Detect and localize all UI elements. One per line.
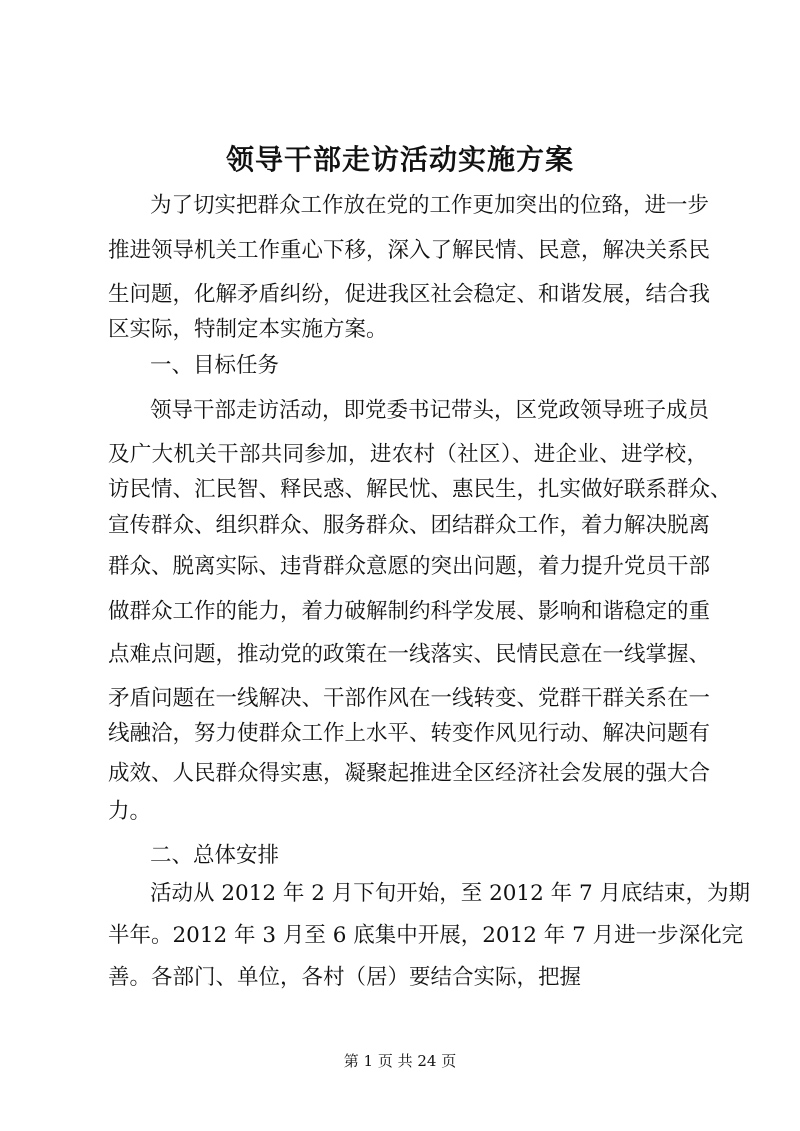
body-line: 善。各部门、单位，各村（居）要结合实际，把握 [108, 965, 582, 990]
body-line: 生问题，化解矛盾纠纷，促进我区社会稳定、和谐发展，结合我 [108, 282, 711, 307]
document-title: 领导干部走访活动实施方案 [225, 143, 574, 176]
body-line: 活动从 2012 年 2 月下旬开始，至 2012 年 7 月底结束，为期 [150, 881, 750, 906]
body-line: 区实际，特制定本实施方案。 [108, 317, 388, 342]
body-line: 线融洽，努力使群众工作上水平、转变作风见行动、解决问题有 [108, 721, 711, 746]
page-number: 第 1 页 共 24 页 [343, 1052, 457, 1070]
section-heading: 一、目标任务 [150, 353, 280, 378]
body-line: 访民情、汇民智、释民惑、解民忧、惠民生，扎实做好联系群众、 [108, 477, 732, 502]
body-line: 及广大机关干部共同参加，进农村（社区）、进企业、进学校， [108, 442, 708, 467]
body-line: 群众、脱离实际、违背群众意愿的突出问题，着力提升党员干部 [108, 554, 711, 579]
body-line: 宣传群众、组织群众、服务群众、团结群众工作，着力解决脱离 [108, 513, 711, 538]
body-line: 推进领导机关工作重心下移，深入了解民情、民意，解决关系民 [108, 238, 711, 263]
body-line: 点难点问题，推动党的政策在一线落实、民情民意在一线掌握、 [108, 642, 711, 667]
body-line: 做群众工作的能力，着力破解制约科学发展、影响和谐稳定的重 [108, 599, 711, 624]
body-line: 半年。2012 年 3 月至 6 底集中开展，2012 年 7 月进一步深化完 [108, 923, 744, 948]
section-heading: 二、总体安排 [150, 843, 280, 868]
body-line: 力。 [108, 799, 152, 824]
body-line: 为了切实把群众工作放在党的工作更加突出的位臵，进一步 [150, 193, 710, 218]
body-line: 成效、人民群众得实惠，凝聚起推进全区经济社会发展的强大合 [108, 761, 711, 786]
body-line: 领导干部走访活动，即党委书记带头，区党政领导班子成员 [150, 398, 710, 423]
body-line: 矛盾问题在一线解决、干部作风在一线转变、党群干群关系在一 [108, 686, 711, 711]
